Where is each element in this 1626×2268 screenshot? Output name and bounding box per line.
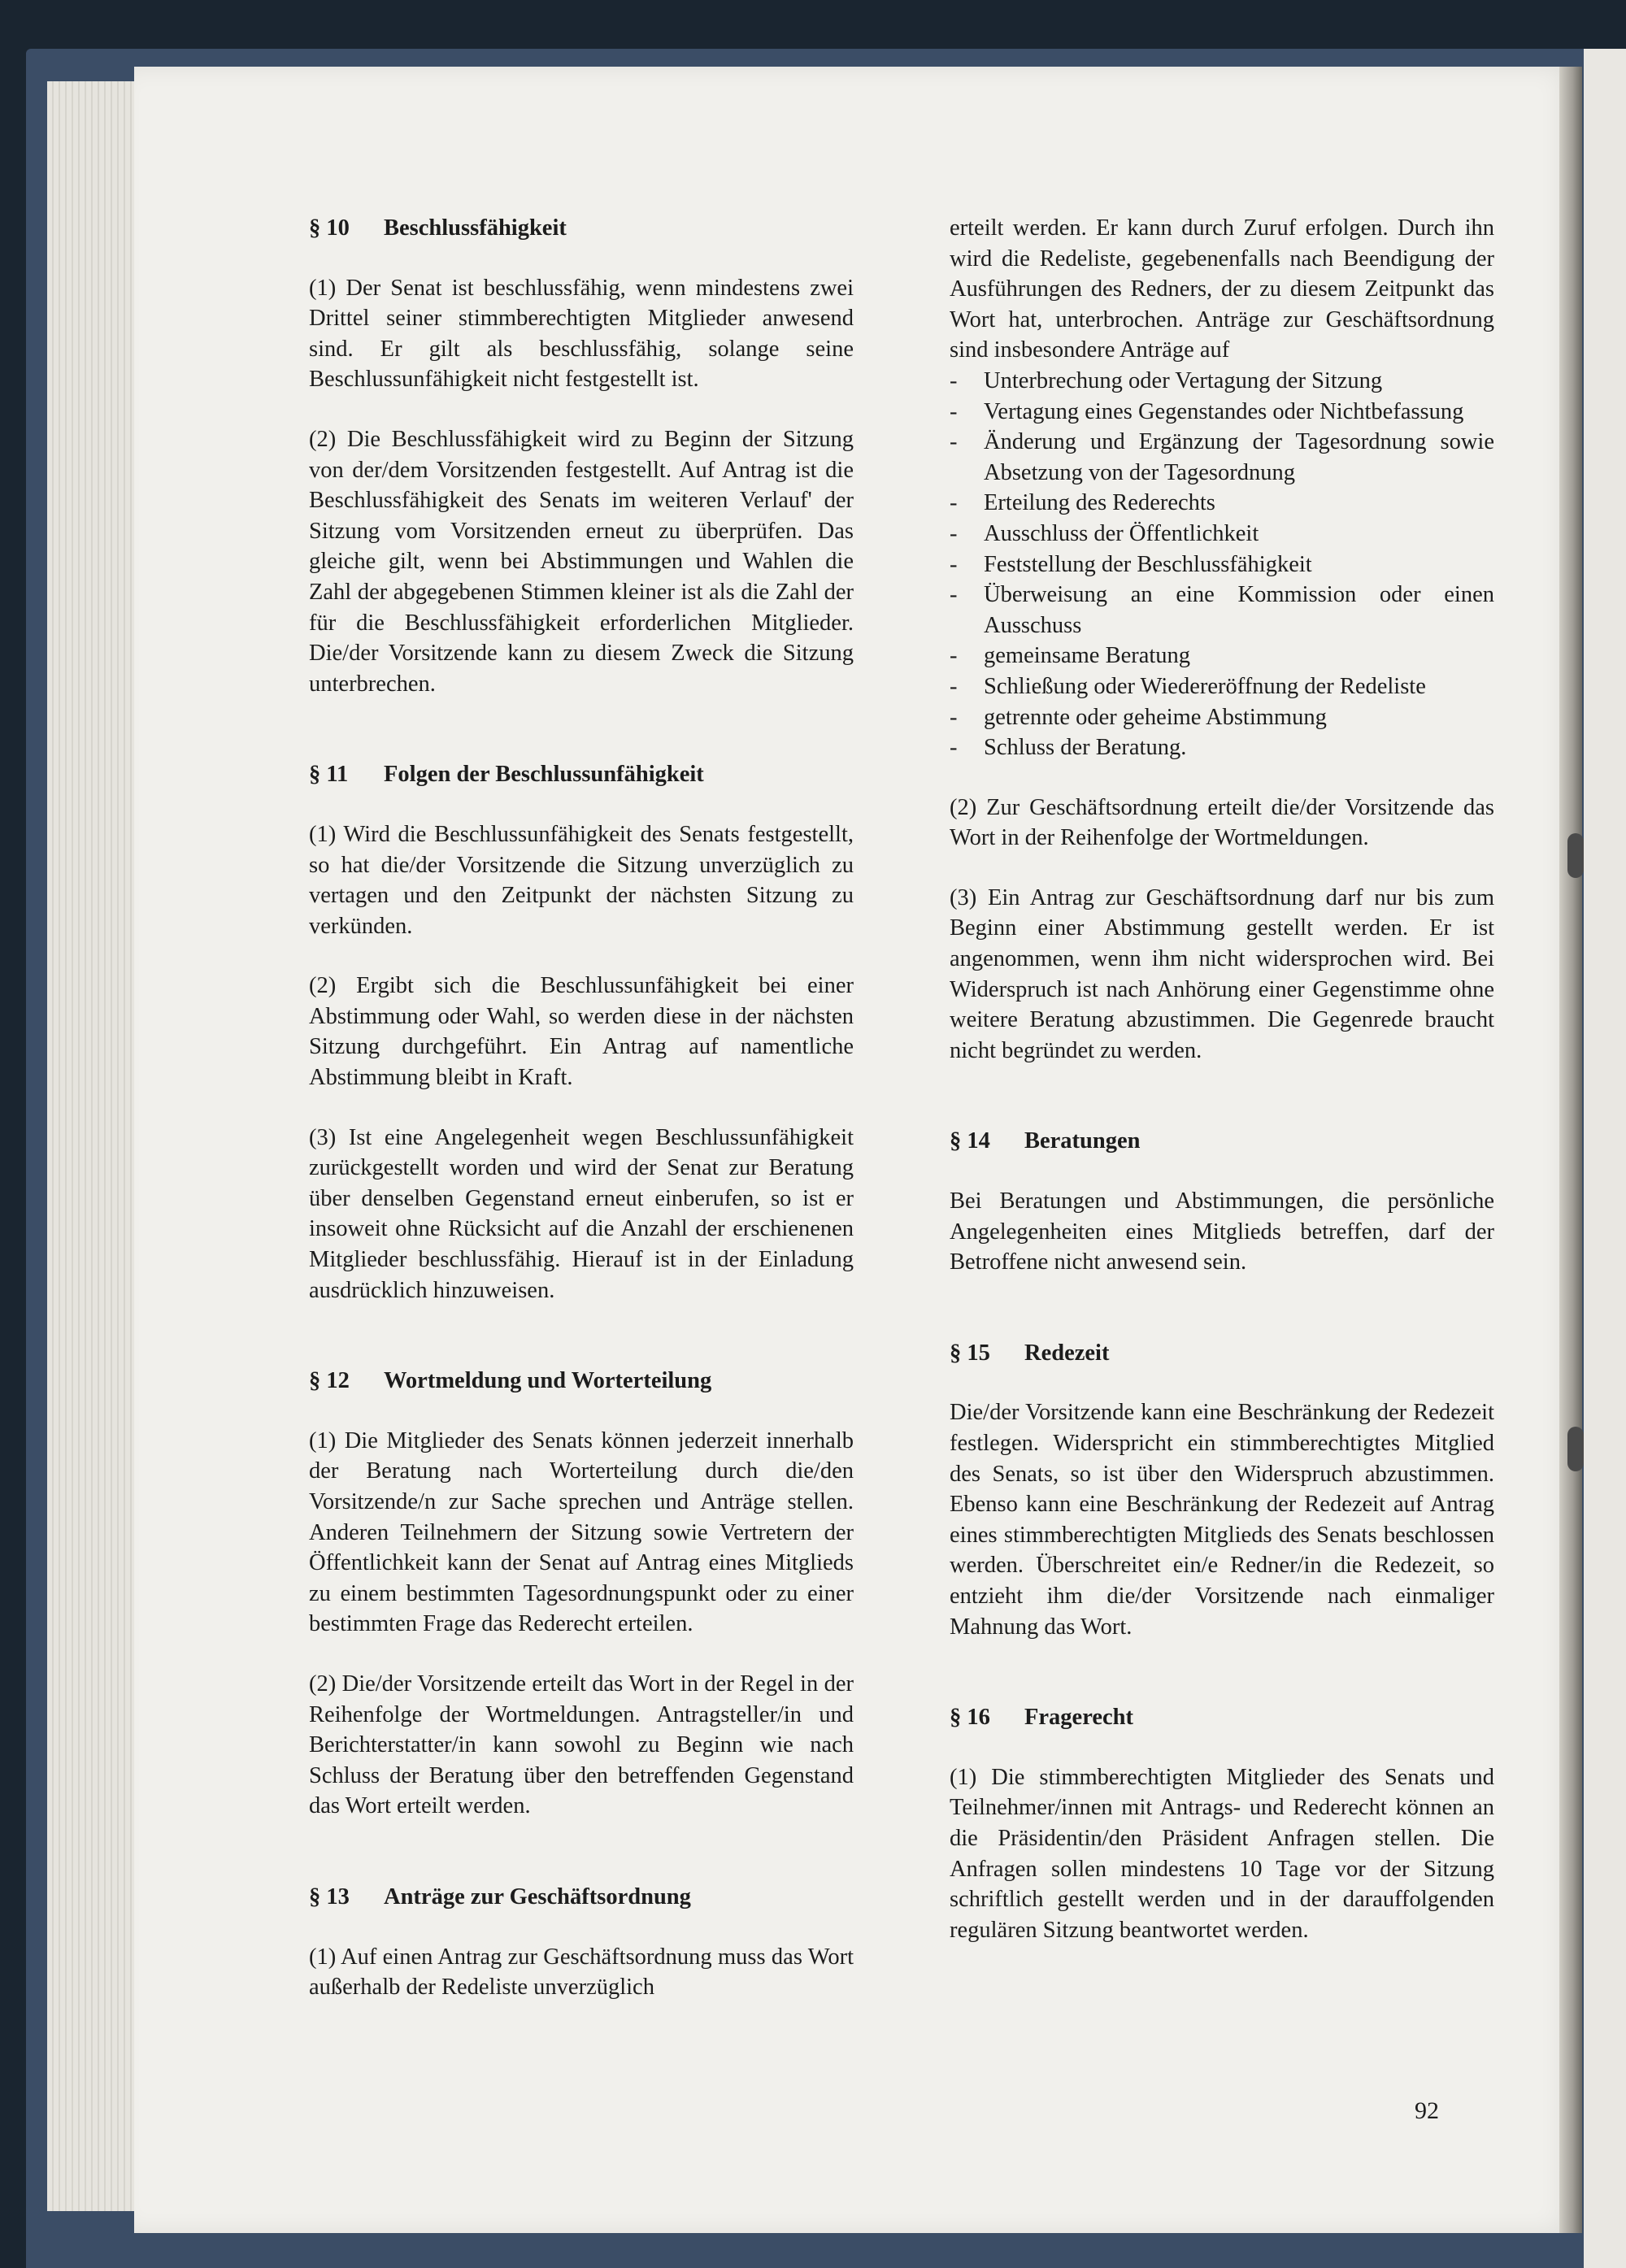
section-heading (309, 759, 854, 790)
section-number: § 11 (309, 762, 349, 788)
list-item: - Schluss der Beratung. (950, 732, 1494, 763)
section-title: Redezeit (1024, 1340, 1110, 1366)
facing-page-edge (1584, 49, 1626, 2268)
list-item: - gemeinsame Beratung (950, 641, 1494, 671)
section-number: § 13 (309, 1883, 350, 1910)
binding-ring (1567, 833, 1584, 878)
page-number: 92 (1415, 2097, 1439, 2124)
section-heading (309, 213, 854, 244)
list-item: - getrennte oder geheime Abstimmung (950, 702, 1494, 733)
list-item: - Erteilung des Rederechts (950, 488, 1494, 519)
paragraph: (2) Ergibt sich die Beschlussunfähigkeit bei einer Abstimmung oder Wahl, so werden diese in der nächsten Sitzung durchgeführt. Ein Antrag auf namentliche Abstimmung bleibt in Kraft. (309, 973, 854, 1091)
section-title: Beschlussfähigkeit (384, 215, 567, 241)
paragraph: (1) Der Senat ist beschlussfähig, wenn mindestens zwei Drittel seiner stimmberechtigten Mitglieder anwesend sind. Er gilt als beschlussfähig, solange seine Beschlussunfähigkeit nicht festgestellt ist. (309, 275, 854, 393)
list-item: - Feststellung der Beschlussfähigkeit (950, 550, 1494, 580)
section-title: Anträge zur Geschäftsordnung (384, 1883, 691, 1910)
left-column (309, 213, 854, 2032)
paragraph: (1) Die Mitglieder des Senats können jederzeit innerhalb der Beratung nach Worterteilung durch die/den Vorsitzende/n zur Sache sprechen und Anträge stellen. Anderen Teilnehmern der Sitzung sowie Vertretern der Öffentlichkeit kann der Senat auf Antrag eines Mitglieds zu einem bestimmten Tagesordnungspunkt oder zu einer bestimmten Frage das Rederecht erteilen. (309, 1427, 854, 1637)
page-edges (47, 81, 145, 2211)
list-item: - Änderung und Ergänzung der Tagesordnung sowie Absetzung von der Tagesordnung (950, 427, 1494, 488)
section-number: § 14 (950, 1128, 990, 1154)
list-item: - Schließung oder Wiedereröffnung der Redeliste (950, 671, 1494, 702)
right-column (950, 213, 1494, 1975)
section-title: Fragerecht (1024, 1705, 1133, 1731)
section-number: § 15 (950, 1340, 990, 1366)
list-item: - Überweisung an eine Kommission oder einen Ausschuss (950, 580, 1494, 641)
paragraph: (1) Die stimmberechtigten Mitglieder des Senats und Teilnehmer/innen mit Antrags- und Rederecht können an die Präsidentin/den Präsident Anfragen stellen. Die Anfragen sollen mindestens 10 Tage vor der Sitzung schriftlich gestellt werden und in der darauffolgenden regulären Sitzung beantwortet werden. (950, 1764, 1494, 1943)
section-number: § 10 (309, 215, 350, 241)
section-heading (309, 1882, 854, 1913)
section-heading (950, 1702, 1494, 1733)
paragraph: (2) Zur Geschäftsordnung erteilt die/der Vorsitzende das Wort in der Reihenfolge der Wortmeldungen. (950, 794, 1494, 851)
section-heading (950, 1338, 1494, 1369)
list-item: - Vertagung eines Gegenstandes oder Nichtbefassung (950, 397, 1494, 428)
paragraph: (2) Die Beschlussfähigkeit wird zu Beginn der Sitzung von der/dem Vorsitzenden festgestellt. Auf Antrag ist die Beschlussfähigkeit des Senats im weiteren Verlauf' der Sitzung vom Vorsitzenden erneut zu überprüfen. Das gleiche gilt, wenn bei Abstimmungen und Wahlen die Zahl der abgegebenen Stimmen kleiner ist als die Zahl der für die Beschlussfähigkeit erforderlichen Mitglieder. Die/der Vorsitzende kann zu diesem Zweck die Sitzung unterbrechen. (309, 426, 854, 697)
section-number: § 12 (309, 1368, 350, 1394)
paragraph: Die/der Vorsitzende kann eine Beschränkung der Redezeit festlegen. Widerspricht ein stimmberechtigtes Mitglied des Senats, so ist über den Widerspruch abzustimmen. Ebenso kann eine Beschränkung der Redezeit auf Antrag eines stimmberechtigten Mitglieds des Senats beschlossen werden. Überschreitet ein/e Redner/in die Redezeit, so entzieht ihm die/der Vorsitzende nach einmaliger Mahnung das Wort. (950, 1400, 1494, 1640)
paragraph: (3) Ein Antrag zur Geschäftsordnung darf nur bis zum Beginn einer Abstimmung gestellt werden. Er ist angenommen, wenn ihm nicht widersprochen wird. Bei Widerspruch ist nach Anhörung einer Gegenstimme ohne weitere Beratung abzustimmen. Die Gegenrede braucht nicht begründet zu werden. (950, 884, 1494, 1063)
section-heading (950, 1126, 1494, 1157)
paragraph: (1) Wird die Beschlussunfähigkeit des Senats festgestellt, so hat die/der Vorsitzende die Sitzung unverzüglich zu vertagen und den Zeitpunkt der nächsten Sitzung zu verkünden. (309, 821, 854, 939)
paragraph: (2) Die/der Vorsitzende erteilt das Wort in der Regel in der Reihenfolge der Wortmeldungen. Antragsteller/in und Berichterstatter/in kann sowohl zu Beginn wie nach Schluss der Beratung über den betreffenden Gegenstand das Wort erteilt werden. (309, 1671, 854, 1819)
list-item: - Ausschluss der Öffentlichkeit (950, 519, 1494, 550)
paragraph: erteilt werden. Er kann durch Zuruf erfolgen. Durch ihn wird die Redeliste, gegebenenfalls nach Beendigung der Ausführungen des Redners, der zu diesem Zeitpunkt das Wort hat, unterbrochen. Anträge zur Geschäftsordnung sind insbesondere Anträge auf (950, 215, 1494, 363)
book-gutter (1559, 67, 1582, 2233)
paragraph: Bei Beratungen und Abstimmungen, die persönliche Angelegenheiten eines Mitglieds betreffen, darf der Betroffene nicht anwesend sein. (950, 1188, 1494, 1275)
motion-list (950, 366, 1494, 763)
paragraph: (1) Auf einen Antrag zur Geschäftsordnung muss das Wort außerhalb der Redeliste unverzüglich (309, 1944, 854, 2001)
binding-ring (1567, 1427, 1584, 1471)
paragraph: (3) Ist eine Angelegenheit wegen Beschlussunfähigkeit zurückgestellt worden und wird der Senat zur Beratung über denselben Gegenstand erneut einberufen, so ist er insoweit ohne Rücksicht auf die Anzahl der erschienenen Mitglieder beschlussfähig. Hierauf ist in der Einladung ausdrücklich hinzuweisen. (309, 1124, 854, 1303)
list-item: - Unterbrechung oder Vertagung der Sitzung (950, 366, 1494, 397)
section-number: § 16 (950, 1705, 990, 1731)
section-heading (309, 1366, 854, 1397)
section-title: Beratungen (1024, 1128, 1141, 1154)
section-title: Folgen der Beschlussunfähigkeit (384, 762, 704, 788)
section-title: Wortmeldung und Worterteilung (384, 1368, 712, 1394)
